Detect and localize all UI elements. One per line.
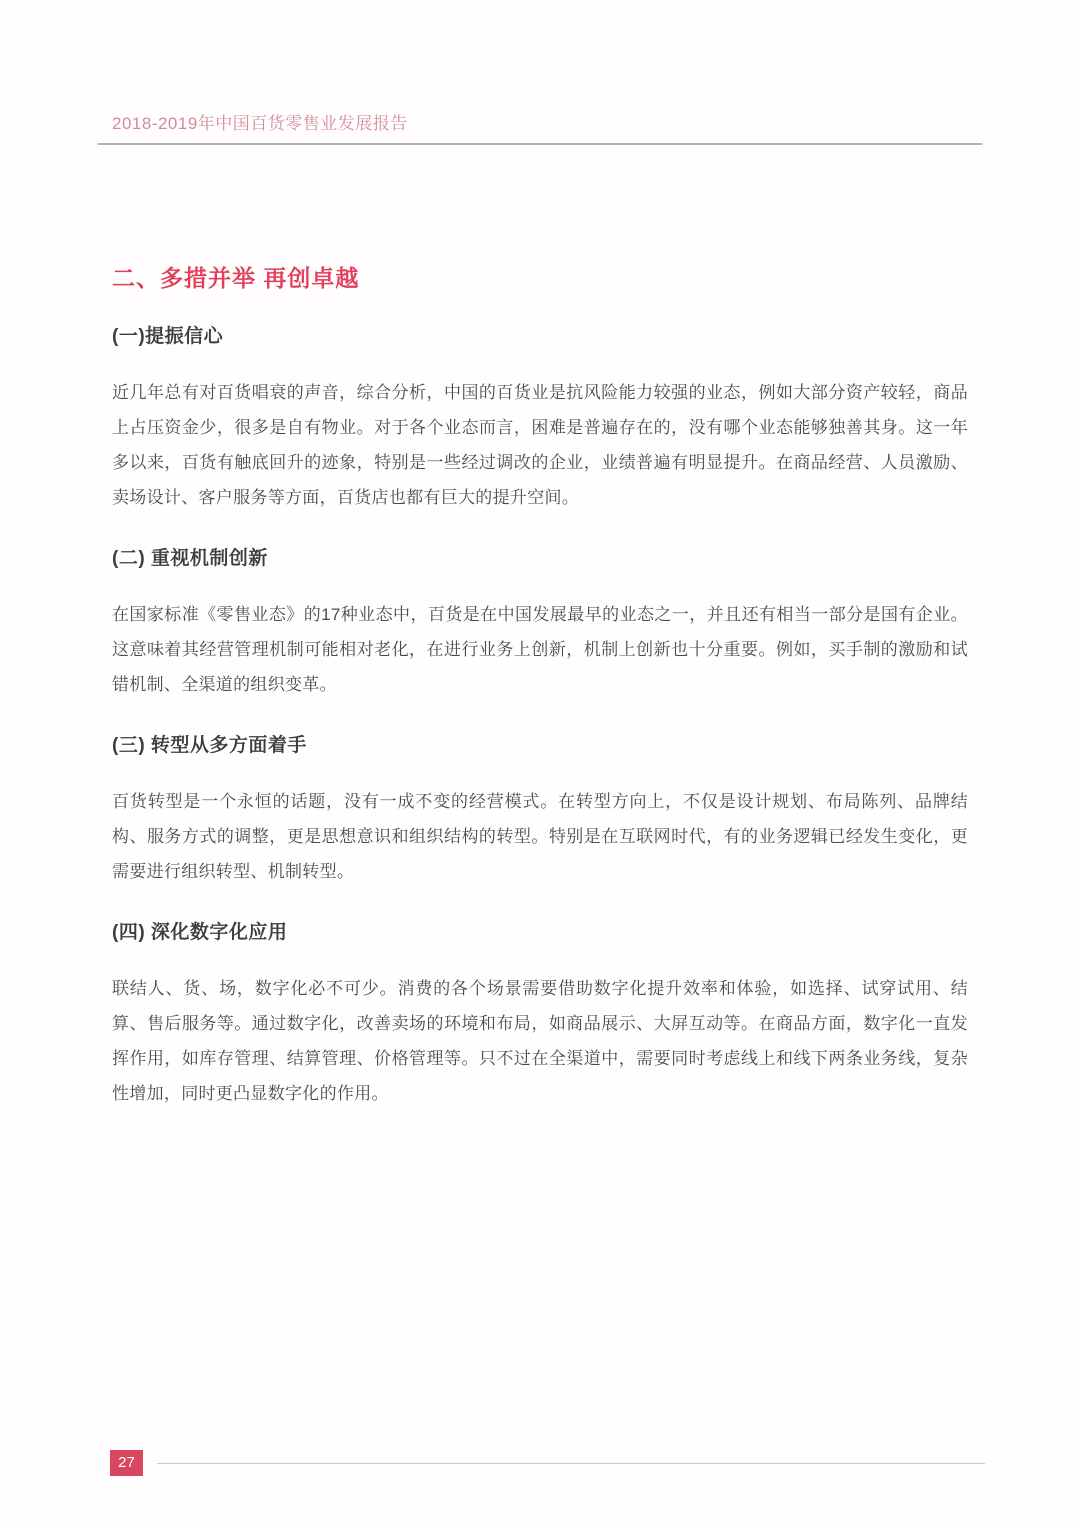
subsection-3-heading: (三) 转型从多方面着手 [112, 735, 307, 756]
section-title: 二、多措并举 再创卓越 [112, 265, 360, 291]
footer-divider [157, 1463, 985, 1464]
subsection-2 [112, 547, 968, 702]
subsection-4 [112, 921, 968, 1111]
report-title: 2018-2019年中国百货零售业发展报告 [112, 114, 408, 133]
page-header [112, 112, 968, 145]
page-number-badge: 27 [110, 1450, 143, 1476]
subsection-2-body: 在国家标准《零售业态》的17种业态中，百货是在中国发展最早的业态之一，并且还有相当一部分是国有企业。这意味着其经营管理机制可能相对老化，在进行业务上创新，机制上创新也十分重要。例如，买手制的激励和试错机制、全渠道的组织变革。 [112, 605, 968, 694]
subsection-4-heading: (四) 深化数字化应用 [112, 922, 288, 943]
page-footer [110, 1450, 985, 1476]
subsection-1-heading: (一)提振信心 [112, 326, 224, 347]
subsection-2-heading: (二) 重视机制创新 [112, 548, 268, 569]
subsection-1 [112, 325, 968, 515]
subsection-3-body: 百货转型是一个永恒的话题，没有一成不变的经营模式。在转型方向上，不仅是设计规划、布局陈列、品牌结构、服务方式的调整，更是思想意识和组织结构的转型。特别是在互联网时代，有的业务逻辑已经发生变化，更需要进行组织转型、机制转型。 [112, 792, 968, 881]
subsection-1-body: 近几年总有对百货唱衰的声音，综合分析，中国的百货业是抗风险能力较强的业态，例如大部分资产较轻，商品上占压资金少，很多是自有物业。对于各个业态而言，困难是普遍存在的，没有哪个业态能够独善其身。这一年多以来，百货有触底回升的迹象，特别是一些经过调改的企业，业绩普遍有明显提升。在商品经营、人员激励、卖场设计、客户服务等方面，百货店也都有巨大的提升空间。 [112, 383, 968, 507]
header-divider [98, 143, 982, 145]
subsection-4-body: 联结人、货、场，数字化必不可少。消费的各个场景需要借助数字化提升效率和体验，如选择、试穿试用、结算、售后服务等。通过数字化，改善卖场的环境和布局，如商品展示、大屏互动等。在商品方面，数字化一直发挥作用，如库存管理、结算管理、价格管理等。只不过在全渠道中，需要同时考虑线上和线下两条业务线，复杂性增加，同时更凸显数字化的作用。 [112, 979, 968, 1103]
subsection-3 [112, 734, 968, 889]
